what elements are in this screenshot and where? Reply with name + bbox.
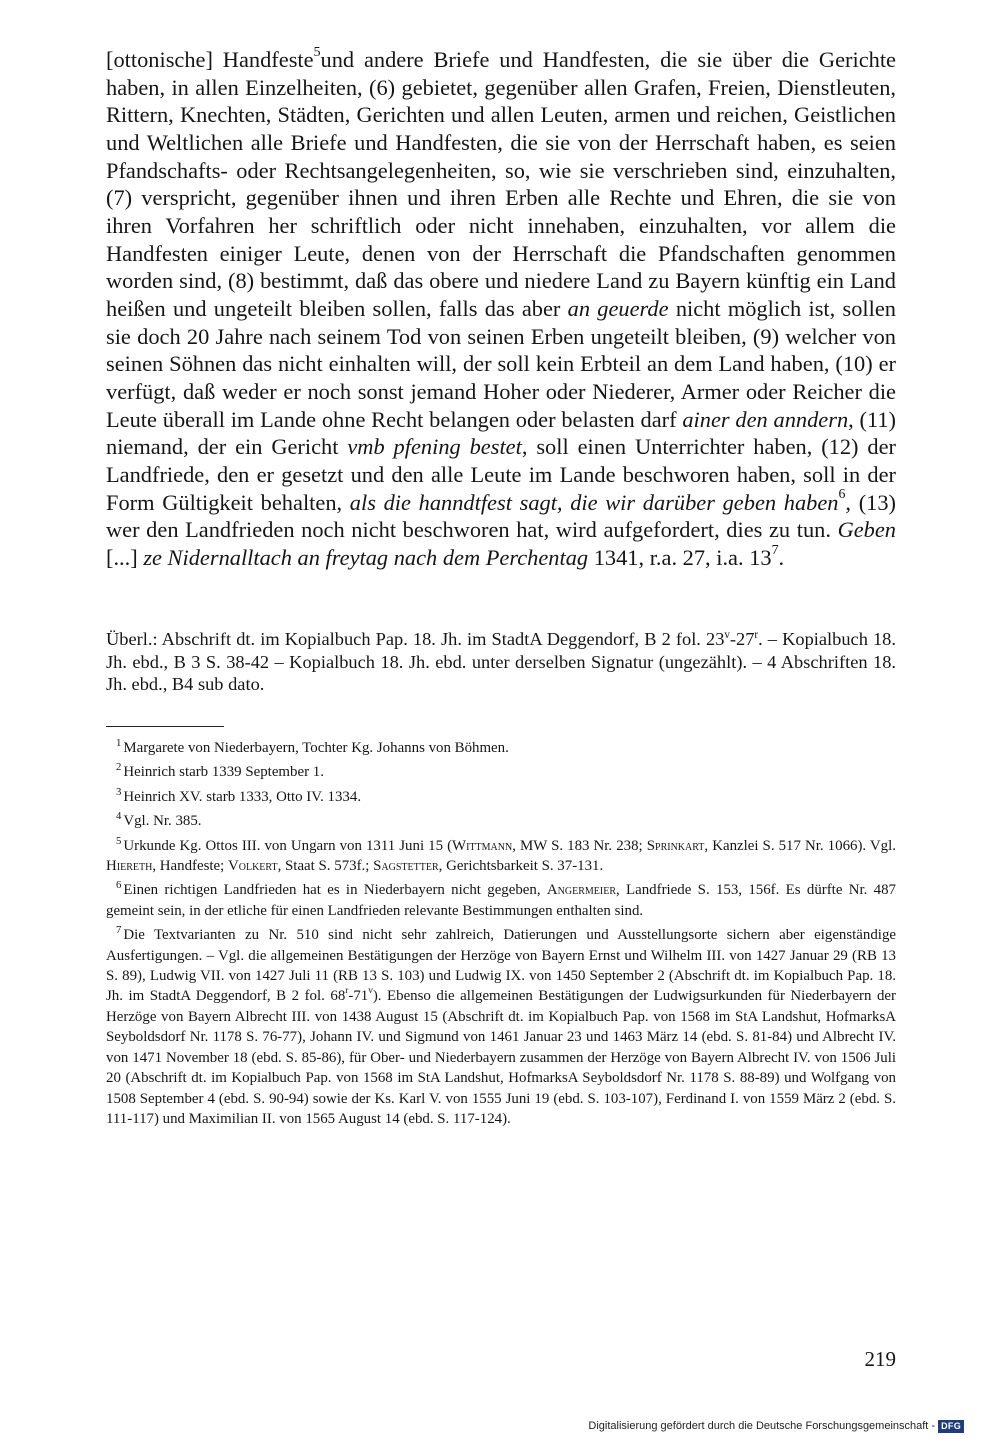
folio-superscript: v xyxy=(368,984,373,995)
footnote-text: Heinrich XV. starb 1333, Otto IV. 1334. xyxy=(123,788,362,805)
funding-notice xyxy=(588,1419,964,1433)
footnote-ref-7[interactable]: 7 xyxy=(771,542,779,558)
text-run: , soll einen Unterrichter haben, (12) der Landfriede, den er gesetzt und den alle Leute im Lande beschworen haben, soll in der Form Gültigkeit behalten, xyxy=(106,434,896,515)
author-name: Hiereth xyxy=(106,858,153,875)
footnote-7 xyxy=(106,925,896,1129)
text-run: . – Kopialbuch 18. Jh. ebd., B 3 S. 38-42 – Kopialbuch 18. Jh. ebd. unter derselben Signatur (ungezählt). – 4 Abschriften 18. Jh. ebd., B4 sub dato. xyxy=(106,629,896,695)
text-run: Überl.: Abschrift dt. im Kopialbuch Pap. 18. Jh. im StadtA Deggendorf, B 2 fol. 23 xyxy=(106,629,725,649)
footnote-text: Heinrich starb 1339 September 1. xyxy=(123,764,324,781)
footnote-marker: 1 xyxy=(116,737,122,750)
footnote-text: Einen richtigen Landfrieden hat es in Niederbayern nicht gegeben, xyxy=(123,882,547,899)
folio-superscript: r xyxy=(754,628,759,641)
footnote-text: , Handfeste; xyxy=(152,858,228,875)
page-number: 219 xyxy=(864,1347,896,1371)
main-paragraph xyxy=(106,46,896,571)
footnote-text: , MW S. 183 Nr. 238; xyxy=(512,837,647,854)
text-run: 1341, r.a. 27, i.a. 13 xyxy=(588,544,772,570)
text-run: [ottonische] Handfeste xyxy=(106,47,314,72)
footnote-text: Vgl. Nr. 385. xyxy=(123,813,202,830)
footnote-marker: 3 xyxy=(116,785,122,798)
footnote-ref-6[interactable]: 6 xyxy=(838,487,846,503)
footnote-4 xyxy=(106,811,896,831)
text-run: -27 xyxy=(729,629,755,649)
text-run: , (13) wer den Landfrieden noch nicht beschworen hat, wird aufgefordert, dies zu tun. xyxy=(106,489,897,543)
italic-quote: ze Nidernalltach an freytag nach dem Perchentag xyxy=(143,544,589,570)
footnote-marker: 7 xyxy=(116,924,122,937)
dfg-logo[interactable]: DFG xyxy=(938,1420,964,1433)
footnote-marker: 2 xyxy=(116,761,122,774)
footnote-text: , Gerichtsbarkeit S. 37-131. xyxy=(438,858,604,875)
folio-superscript: v xyxy=(724,628,730,641)
footnote-marker: 4 xyxy=(116,810,122,823)
text-run: [...] xyxy=(106,544,144,570)
footnote-text: Urkunde Kg. Ottos III. von Ungarn von 1311 Juni 15 ( xyxy=(123,837,453,854)
italic-quote: an geuerde xyxy=(567,295,669,321)
footnote-text: , Landfriede S. 153, 156f. Es dürfte Nr. 487 gemeint sein, in der etliche für einen Landfrieden relevante Bestimmungen enthalten sind. xyxy=(106,882,897,919)
text-run: , (11) niemand, der ein Gericht xyxy=(106,406,896,460)
footnote-1 xyxy=(106,738,896,758)
footnote-text: Margarete von Niederbayern, Tochter Kg. Johanns von Böhmen. xyxy=(123,740,509,756)
folio-superscript: r xyxy=(345,984,349,995)
italic-quote: als die hanndtfest sagt, die wir darüber geben haben xyxy=(349,489,839,515)
footnote-separator xyxy=(106,726,224,727)
transmission-paragraph xyxy=(106,628,896,696)
text-run: . xyxy=(778,544,785,570)
author-name: Sagstetter xyxy=(373,858,439,875)
text-run: und andere Briefe und Handfesten, die sie über die Gerichte haben, in allen Einzelheiten, (6) gebietet, gegenüber allen Grafen, Freien, Dienstleuten, Rittern, Knechten, Städten, Gerichten und allen Leuten, armen und reichen, Geistlichen und Weltlichen alle Briefe und Handfesten, die sie von der Herrschaft haben, es seien Pfandschafts- oder Rechtsangelegenheiten, so, wie sie verschrieben sind, einzuhalten, (7) verspricht, gegenüber ihnen und ihren Erben alle Rechte und Ehren, die sie von ihren Vorfahren her schriftlich oder nicht innehaben, einzuhalten, vor allem die Handfesten einiger Leute, denen von der Herrschaft die Pfandschaften genommen worden sind, (8) bestimmt, daß das obere und niedere Land zu Bayern künftig ein Land heißen und ungeteilt bleiben sollen, falls das aber xyxy=(106,47,896,321)
footnote-5 xyxy=(106,836,896,877)
author-name: Sprinkart xyxy=(646,837,705,854)
text-run: nicht möglich ist, sollen sie doch 20 Jahre nach seinem Tod von seinen Erben ungeteilt bleiben, (9) welcher von seinen Söhnen das nicht einhalten will, der soll kein Erbteil an dem Land haben, (10) er verfügt, daß weder er noch sonst jemand Hoher oder Niederer, Armer oder Reicher die Leute überall im Lande ohne Recht belangen oder belasten darf xyxy=(106,295,896,432)
italic-quote: Geben xyxy=(837,517,896,543)
author-name: Angermeier xyxy=(546,882,616,899)
footnote-text: , Kanzlei S. 517 Nr. 1066). Vgl. xyxy=(704,837,896,854)
footnote-text: , Staat S. 573f.; xyxy=(277,858,374,875)
main-text xyxy=(106,46,896,571)
funding-text: Digitalisierung gefördert durch die Deutsche Forschungsgemeinschaft - xyxy=(588,1420,936,1432)
author-name: Volkert xyxy=(227,858,278,875)
footnote-text: ). Ebenso die allgemeinen Bestätigungen der Ludwigsurkunden für Niederbayern der Herzöge von Bayern Albrecht III. von 1438 August 15 (Abschrift dt. im Kopialbuch Pap. von 1568 im StA Landshut, HofmarksA Seyboldsdorf Nr. 1178 S. 76-77), Johann IV. und Sigmund von 1461 Januar 23 und 1463 März 14 (ebd. S. 81-84) und Albrecht IV. von 1471 November 18 (ebd. S. 85-86), für Ober- und Niederbayern zusammen der Herzöge von Bayern Albrecht IV. von 1506 Juli 20 (Abschrift dt. im Kopialbuch Pap. von 1568 im StA Landshut, HofmarksA Seyboldsdorf Nr. 1178 S. 88-89) und Wolfgang von 1508 September 4 (ebd. S. 90-94) sowie der Ks. Karl V. von 1555 Juni 19 (ebd. S. 103-107), Ferdinand I. von 1559 März 2 (ebd. S. 111-117) und Maximilian II. von 1565 August 14 (ebd. S. 117-124). xyxy=(106,988,896,1127)
footnote-text: Die Textvarianten zu Nr. 510 sind nicht sehr zahlreich, Datierungen und Ausstellungsorte sichern aber eigenständige Ausfertigungen. – Vgl. die allgemeinen Bestätigungen der Herzöge von Bayern Ernst und Wilhelm III. von 1427 Januar 29 (RB 13 S. 89), Ludwig VII. von 1427 Juli 11 (RB 13 S. 103) und Ludwig IX. von 1450 September 2 (Abschrift dt. im Kopialbuch Pap. 18. Jh. im StadtA Deggendorf, B 2 fol. 68 xyxy=(106,927,896,1005)
footnote-marker: 5 xyxy=(116,834,122,847)
footnote-text: -71 xyxy=(348,988,369,1005)
footnote-3 xyxy=(106,787,896,807)
transmission-note xyxy=(106,628,896,696)
italic-quote: vmb pfening bestet xyxy=(347,434,522,460)
footnote-2 xyxy=(106,762,896,782)
footnotes xyxy=(106,738,896,1133)
italic-quote: ainer den anndern xyxy=(682,406,849,432)
footnote-ref-5[interactable]: 5 xyxy=(313,44,321,60)
footnote-6 xyxy=(106,880,896,921)
author-name: Wittmann xyxy=(452,837,513,854)
footnote-marker: 6 xyxy=(116,879,122,892)
